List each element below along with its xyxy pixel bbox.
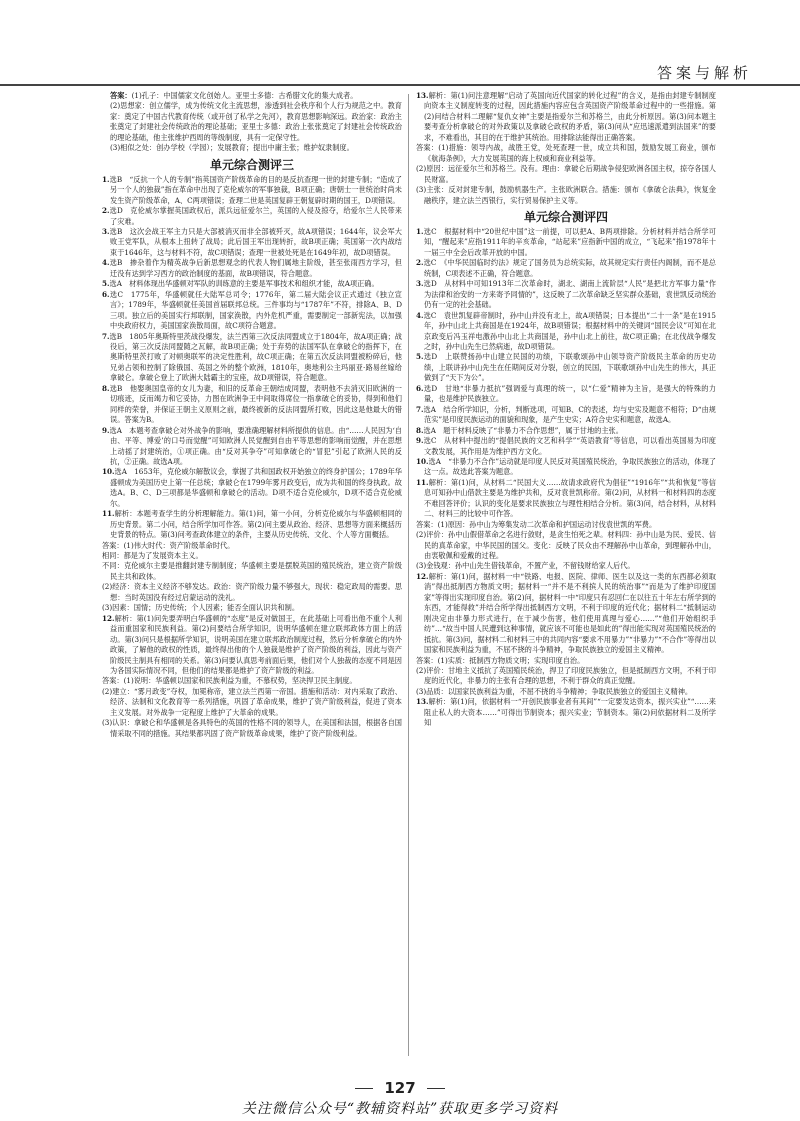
page-number-dash-left bbox=[355, 1088, 373, 1089]
item-number: 3. bbox=[102, 226, 110, 236]
item-number: 4. bbox=[102, 258, 110, 268]
item-text: 选C 1775年，华盛顿就任大陆军总司令；1776年，第二届大陆会议正式通过《独立宣言》；1789年，华盛顿就任美国首届联邦总统。三件事均与“1787年”不符，排除A、B、D三项。独立后的美国实行邦联制，国家涣散，内外危机严重，需要制定一部新宪法，以加强中央政府权力，美国国家涣散局面，故C项符合题意。 bbox=[109, 289, 402, 331]
item-text: 选B 他娶奥国皇帝的女儿为妻，和旧的反革命王朝结成同盟，表明他不去消灭旧欧洲的一切痕迹，反而竭力和它妥协，力图在欧洲争王中间取得席位一指拿破仑的妥协，得到和他们同样的荣誉，并保证王朝主义原则之前，最终被新的反法同盟所打败，因此这是他最大的错误。答案为B。 bbox=[109, 383, 402, 425]
answer-block bbox=[102, 101, 402, 143]
answer-item bbox=[416, 687, 716, 697]
answer-item bbox=[102, 332, 402, 384]
item-number: 1. bbox=[416, 226, 424, 236]
item-text: 选C 袁世凯复辟帝制时，孙中山并没有北上，故A项错误；日本提出“二十一条”是在1915年，孙中山北上共商国是在1924年，故B项错误；根据材料中的关键词“国民会议”可知在北京政变后冯玉祥电激孙中山北上共商国是，孙中山北上前往，故C项正确；在北伐战争爆发之时，孙中山先生已然病逝，故D项错误。 bbox=[423, 310, 716, 351]
item-number: 9. bbox=[102, 425, 110, 435]
answer-item bbox=[102, 258, 402, 279]
page-header bbox=[0, 0, 800, 96]
item-text: 解析：第(1)问，依据材料一“开创民族事业者有其间”“一定要发达资本，振兴实业”“……来阻止私人的大资本……”可得出节制资本；振兴实业；节制资本。第(2)问依据材料二及所学知 bbox=[424, 697, 716, 728]
column-divider bbox=[408, 94, 409, 1056]
answer-item bbox=[102, 227, 402, 258]
answer-item bbox=[416, 227, 716, 258]
answer-item bbox=[416, 164, 716, 185]
item-text: 选A 题干材料反映了“非暴力不合作思想”，属于甘地的主张。 bbox=[423, 425, 623, 435]
answer-item bbox=[102, 509, 402, 540]
answer-item bbox=[416, 91, 716, 143]
answer-item bbox=[102, 687, 402, 718]
answer-item bbox=[102, 279, 402, 289]
item-number: 5. bbox=[102, 279, 110, 289]
item-number: 5. bbox=[416, 352, 424, 362]
item-text: 解析：第(1)问先要弄明白华盛顿的“态度”是反对做国王，在此基础上可看出他不重个人利益而重国家和民族利益。第(2)问要结合所学知识，说明华盛顿在建立联邦政体方面上的活动。第(3)问只是根据所学知识，说明美国在建立联邦政治制度过程，然后分析拿破仑的内外政策，了解他的政权的性质，最终得出他的个人独裁是维护了资产阶级的利益，因此与资产阶级民主制具有相同的关系。第(3)问要认真思考前面后果，他们对个人独裁的态度不同是因为各国实际情况不同，但他们的结果都是维护了资产阶级的利益。 bbox=[110, 613, 402, 676]
answer-item bbox=[416, 478, 716, 520]
answer-text: (1)孔子：中国儒家文化创始人。亚里士多德：古希腊文化的集大成者。 bbox=[131, 91, 358, 100]
item-text: 选B “反抗一个人的专制”指英国资产阶级革命的目的是反抗查理一世的封建专制；“造成了另一个人的独裁”指在革命中出现了克伦威尔的军事独裁，B项正确；唐朝士一世统治时尚未发生资产阶级革命，A、C两项错误；查理二世是英国复辟王朝复辟时期的国王，D项错误。 bbox=[109, 174, 402, 205]
item-text: 选A 材料体现出华盛顿对军队的训练意的主要是军事技术和组织才能，故A项正确。 bbox=[109, 279, 379, 289]
answer-item bbox=[416, 185, 716, 206]
answer-item bbox=[102, 614, 402, 677]
answer-item bbox=[102, 426, 402, 468]
answer-label: 答案： bbox=[110, 91, 132, 100]
item-text: 选A 结合所学知识，分析，判断选项，可知B、C的表述，均与史实及题意不相符；D“由规范实”是印度民族运动的面貌和现象，是产生史实；A符合史实和题意，故选A。 bbox=[423, 404, 716, 425]
item-number: 8. bbox=[416, 425, 424, 435]
item-text: (2)建立：“雾月政变”夺权，加冕称帝，建立法兰西第一帝国。措施和活动：对内采取了政治、经济、法制和文化教育等一系列措施，巩固了革命成果，维护了资产阶级利益，促进了资本主义发展。对外战争一定程度上维护了大革命的成果。 bbox=[102, 686, 402, 717]
item-text: 选D 甘地“非暴力抵抗”强调爱与真理的统一，以“仁爱”精神为主旨，是强大的特殊的力量，也是维护民族独立。 bbox=[423, 383, 716, 404]
item-text: (3)因素：国情；历史传统；个人因素；能否全面认识共和制。 bbox=[102, 603, 300, 613]
item-text: 相同：都是为了发展资本主义。 bbox=[102, 551, 203, 561]
answer-item bbox=[416, 311, 716, 353]
answer-block bbox=[102, 143, 402, 153]
item-text: 答案：(1)伟大时代：资产阶级革命时代。 bbox=[102, 540, 235, 550]
answer-item bbox=[416, 656, 716, 666]
answer-item bbox=[102, 175, 402, 206]
item-text: 选D 从材料中可知1913年二次革命时，湖北、湖南上流阶层“人民”是把北方军事力量“作为法律和治安的一方来寄予同情的”，这反映了二次革命缺乏坚实群众基础，袁世凯反动统治仍有一定的社会基础。 bbox=[423, 279, 716, 310]
header-title: 答案与解析 bbox=[656, 64, 752, 82]
item-number: 13. bbox=[416, 697, 429, 707]
item-text: (3)品质：以国家民族利益为重，不屈不挠的斗争精神；争取民族独立的爱国主义精神。 bbox=[416, 686, 693, 696]
item-text: 选C 从材料中提出的“提倡民族的文艺和科学”“英语教育”等信息，可以看出英国易为印度文教发展，其作用是为维护西方文化。 bbox=[423, 436, 716, 456]
answer-text: (3)相似之处：创办学校（学园）；发展教育；提出中庸主张；维护奴隶制度。 bbox=[110, 143, 354, 153]
item-number: 11. bbox=[102, 509, 115, 519]
answer-item bbox=[416, 530, 716, 561]
header-rule bbox=[0, 84, 800, 86]
answer-item bbox=[102, 384, 402, 426]
page-number-area bbox=[0, 1078, 800, 1097]
item-number: 4. bbox=[416, 310, 424, 320]
item-text: 解析：本题考查学生的分析理解能力。第(1)问，第一小问，分析克伦威尔与华盛顿相同的历史背景。第二小问，结合所学加可作答。第(2)问主要从政治、经济、思想等方面来概括历史背景的特点。第(3)问考查政体建立的条件，主要从历史传统、文化、个人等方面概括。 bbox=[110, 509, 402, 540]
item-text: (3)主张：反对封建专制，鼓励机器生产。主张欧洲联合。措施：颁布《拿破仑法典》，恢复金融秩序，建立法兰西银行，实行贸易保护主义等。 bbox=[416, 185, 716, 205]
item-number: 6. bbox=[416, 383, 424, 393]
answer-text: (2)思想家：创立儒学，成为传统文化主流思想，渗透到社会秩序和个人行为规范之中。教育家：奠定了中国古代教育传统（或开创了私学之先河），教育思想影响深远。政治家：政治主张奠定了封建社会传统政治的理论基础；亚里士多德：政治上张张奠定了封建社会传统政治的理论基础，他主张维护西周的等级制度，具有一定保守性。 bbox=[110, 101, 402, 142]
section-title: 单元综合测评四 bbox=[523, 209, 608, 224]
item-number: 6. bbox=[102, 289, 110, 299]
answer-item bbox=[102, 551, 402, 561]
answer-item bbox=[416, 572, 716, 656]
answer-item bbox=[416, 697, 716, 728]
answer-item bbox=[102, 467, 402, 509]
item-text: (2)经济：资本主义经济不够发达。政治：资产阶级力量不够强大，现状：稳定政局的需要。思想：当时英国没有经过启蒙运动的洗礼。 bbox=[102, 582, 402, 602]
answer-item bbox=[416, 457, 716, 478]
answer-item bbox=[416, 426, 716, 436]
item-number: 2. bbox=[102, 206, 110, 216]
item-text: 答案：(1)说明：华盛顿以国家和民族利益为重，不慕权势，坚决捍卫民主制度。 bbox=[102, 676, 357, 686]
item-number: 1. bbox=[102, 174, 110, 184]
item-text: 选B 掺杂着作为精英战争后新思想观念的代表人物们属地主阶级，甚至张雨西方学习，但迁没有达到学习西方的政治制度的基面，故B项错误，符合题意。 bbox=[109, 258, 402, 278]
answer-item bbox=[102, 582, 402, 603]
item-text: 选D 上联赞扬孙中山建立民国的功绩，下联歌颂孙中山领导资产阶级民主革命的历史功绩，上联讲孙中山先生在任期间反对分裂，创立的民国，下联歌颂孙中山先生的伟大，具正做到了“天下为公”。 bbox=[423, 352, 716, 383]
item-number: 9. bbox=[416, 436, 424, 446]
item-number: 7. bbox=[102, 331, 110, 341]
item-text: 答案：(1)实质：抵制西方物质文明；实现印度自治。 bbox=[416, 655, 585, 665]
item-text: 选A 1653年，克伦威尔解散议会，掌握了共和国政权开始独立的终身护国公；1789年华盛顿成为美国历史上第一任总统；拿破仑在1799年雾月政变后，成为共和国的终身执政。故选A。B、C、D三项都是华盛顿和拿破仑的活动。D项不适合克伦威尔，D项不适合克伦威尔。 bbox=[110, 467, 402, 508]
item-text: 选A “非暴力不合作”运动就是印度人民反对英国殖民统治，争取民族独立的活动，体现了这一点。故选此答案为题意。 bbox=[424, 456, 716, 477]
item-text: (3)金钱观：孙中山先生借钱革命，不置产业，不留钱财给家人后代。 bbox=[416, 561, 635, 571]
answer-item bbox=[102, 718, 402, 739]
page-number: 127 bbox=[384, 1079, 416, 1097]
footer-note: 关注微信公众号“教辅资料站”获取更多学习资料 bbox=[241, 1101, 559, 1117]
page-number-dash-right bbox=[427, 1088, 445, 1089]
item-number: 12. bbox=[416, 571, 429, 581]
item-text: (2)评价：甘地主义抵抗了英国殖民统治，捍卫了印度民族独立，但是抵制西方文明，不利于印度的近代化，非暴力的主张有合理的思想，不利于群众的真正觉醒。 bbox=[416, 666, 716, 686]
answer-item bbox=[416, 520, 716, 530]
item-text: 选B 1805年奥斯特里茨战役爆发，法兰西第三次反法同盟成立于1804年，故A项正确；战役后，第三次反法同盟随之瓦解，故B项正确；处于弃势的法国军队在拿破仑的指挥下，在奥斯特里茨打败了对顿奥联军的决定性胜利，故C项正确；在第五次反法同盟被粉碎后，他兄弟占领和控制了除俄国、英国之外的整个欧洲，1810年，奥地利公主玛丽亚·路易丝嫁给拿破仑。拿破仑登上了欧洲大陆霸主的宝座，故D项错误，符合题意。 bbox=[109, 331, 402, 383]
item-number: 2. bbox=[416, 258, 424, 268]
answer-item bbox=[102, 561, 402, 582]
item-text: 选B 这次会战王军主力只是大部被消灭而非全部被歼灭，故A项错误；1644年，议会军大败王党军队，从根本上扭转了战局；此后国王军出现转折，故B项正确；英国第一次内战结束于1646年，这与材料不符，故C项错误；查理一世被处死是在1649年初，故D项错误。 bbox=[109, 226, 402, 257]
answer-item bbox=[416, 666, 716, 687]
answer-block bbox=[102, 91, 402, 101]
left-column bbox=[102, 91, 402, 1067]
item-number: 11. bbox=[416, 477, 429, 487]
answer-item bbox=[416, 436, 716, 457]
item-number: 3. bbox=[416, 279, 424, 289]
item-number: 12. bbox=[102, 613, 115, 623]
answer-item bbox=[102, 290, 402, 332]
item-text: (2)原因：远征爱尔兰和苏格兰。没有。理由：拿破仑后期战争侵犯欧洲各国主权，掠夺各国人民财富。 bbox=[416, 164, 716, 184]
answer-item bbox=[416, 405, 716, 426]
answer-item bbox=[416, 258, 716, 279]
answer-item bbox=[416, 352, 716, 383]
section-title: 单元综合测评三 bbox=[209, 157, 294, 172]
answer-item bbox=[102, 206, 402, 227]
answer-item bbox=[416, 384, 716, 405]
item-text: 选C 《中华民国临时约法》规定了国务员为总统实际，故其规定实行责任内阁制，而不是总统制，C项表述不正确，符合题意。 bbox=[423, 258, 716, 278]
item-number: 8. bbox=[102, 383, 110, 393]
item-text: 选C 根据材料中“20世纪中国”这一前提，可以把A、B两项排除。分析材料并结合所学可知，“醒起来”应指1911年的辛亥革命，“站起来”应指新中国的成立，“飞起来”指1978年十一届三中全会后改革开放的中国。 bbox=[423, 226, 716, 257]
answer-item bbox=[102, 603, 402, 613]
answer-item bbox=[102, 676, 402, 686]
item-text: 解析：第(1)问，据材料一中“铁路、电报、医院、律师、医生以及这一类的东西都必须取消”得出抵制西方物质文明；据材料一“并不是不利摈人民的统治事”“而是为了维护印度国家”等得出实现印度自治。第(2)问，据材料一中“印度只有忍回仁在以往五十年左右所学到的东西，才能得救”并结合所学得出抵制西方文明，不利于印度的近代化；据材料二“抵制运动刚决定由非暴力形式进行，在于减少伤害，他们使用真理与爱心……”“他们开始组织手纺”…“故当中国人民遭到这种事情，就应该不可能也是如此的”得出能实现对英国殖民统治的抵抗。第(3)问，据材料二和材料三中的共同内容“要求不用暴力”“非暴力”“不合作”等得出以国家和民族利益为重，不屈不挠的斗争精神，争取民族独立的爱国主义精神。 bbox=[424, 571, 716, 655]
item-text: 答案：(1)措施：领导内战，战胜王党，处死查理一世，成立共和国，鼓励发展工商业，颁布《航海条例》，大力发展英国的海上权威和商业利益等。 bbox=[416, 143, 716, 163]
item-text: (2)评价：孙中山假借革命之名进行敛财，是贪生怕死之辈。材料四：孙中山是为民、爱民、信民的真革命家，中华民国的国父。变化：反映了民众由不理解孙中山革命，到理解孙中山，由衷敬佩和爱戴的过程。 bbox=[416, 530, 716, 561]
item-text: 选D 克伦威尔掌握英国政权后，派兵远征爱尔兰，英国的入侵及掠夺，给爱尔兰人民带来了灾难。 bbox=[109, 206, 402, 226]
item-number: 13. bbox=[416, 91, 429, 100]
item-text: 不同：克伦威尔主要是推翻封建专制制度；华盛顿主要是摆脱英国的殖民统治，建立资产阶级民主共和政体。 bbox=[102, 561, 402, 581]
item-number: 10. bbox=[416, 456, 429, 466]
answer-item bbox=[416, 143, 716, 164]
item-text: 解析：第(1)问，从材料二“民国大义……故请求政府代为倡征”“1916年”“共和恢复”等信息可知孙中山借款主要是为维护共和，反对袁世凯称帝。第(2)问，从材料一和材料四的态度不难回答评价；认识的变化是要求民族独立与理性相结合分析。第(3)问，结合材料，从材料二、材料三的比较中可作答。 bbox=[424, 477, 716, 519]
answer-item bbox=[416, 279, 716, 310]
item-text: 答案：(1)原因：孙中山为筹集发动二次革命和护国运动讨伐袁世凯的军费。 bbox=[416, 519, 657, 529]
answer-item bbox=[102, 541, 402, 551]
item-text: 解析：第(1)问注意理解“启动了英国向近代国家的转化过程”的含义，是指由封建专制制度向资本主义制度转变的过程，因此措施内容应包含英国资产阶级革命过程中的一些措施。第(2)问结合材料二理解“复仇女神”主要是指爱尔兰和苏格兰，由此分析原因。第(3)问本题主要考查分析拿破仑的对外政策以及拿破仑政权的矛盾，第(3)问从“应迅速派遣到法国来”的要求，不难看出，其目的在于维护其统治。用排除法能得出正确答案。 bbox=[424, 91, 716, 142]
right-column bbox=[416, 91, 716, 1067]
item-number: 7. bbox=[416, 404, 424, 414]
item-text: (3)认识：拿破仑和华盛顿是各具特色的英国的性格不同的领导人，在美国和法国，根据各自国情采取不同的措施。其结果都巩固了资产阶级革命成果，维护了资产阶级利益。 bbox=[102, 718, 402, 738]
answer-item bbox=[416, 561, 716, 571]
item-number: 10. bbox=[102, 467, 115, 477]
item-text: 选A 本题考查拿破仑对外战争的影响，要准确理解材料所提供的信息。由“……人民因为‘自由、平等、博爱’的口号而觉醒”可知欧洲人民觉醒到自由平等思想的影响而觉醒，并在思想上动摇了封建统治，①项正确。由“反对其争夺”可知拿破仑的“冒犯”引起了欧洲人民的反抗，②正确。故选A项。 bbox=[109, 425, 402, 466]
